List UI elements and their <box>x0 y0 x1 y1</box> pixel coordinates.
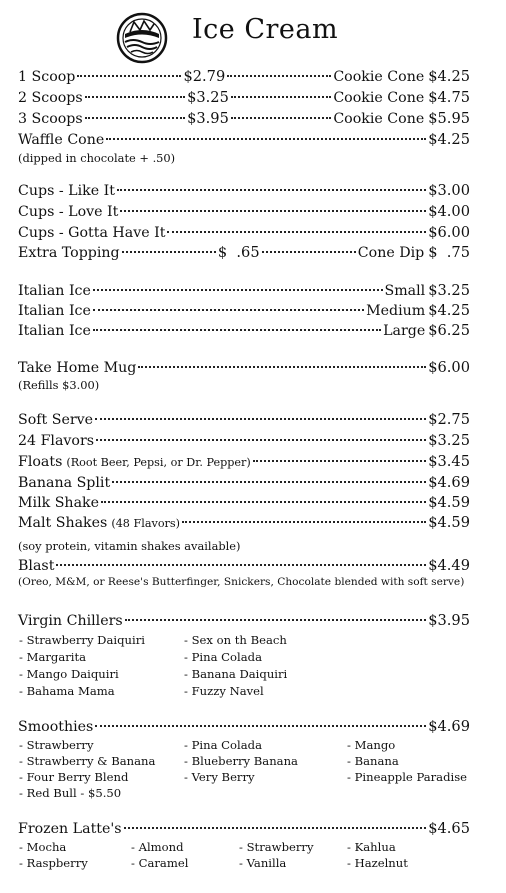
list-item: - Sex on th Beach <box>184 633 287 647</box>
item-price: $6.00 <box>428 359 470 376</box>
item-price: $4.59 <box>428 494 470 511</box>
leader-dots <box>95 418 426 420</box>
leader-dots <box>122 251 216 253</box>
leader-dots <box>138 366 426 368</box>
item-label: Cups - Gotta Have It <box>18 225 166 241</box>
menu-row-italian-large <box>18 322 470 341</box>
item-price: $3.25 <box>428 282 470 299</box>
item-price: $ .65 <box>217 244 260 261</box>
waffle-note: (dipped in chocolate + .50) <box>18 151 176 165</box>
list-item: - Red Bull - $5.50 <box>19 786 122 800</box>
leader-dots <box>95 725 426 727</box>
item-price: $3.25 <box>428 432 470 449</box>
item-price: $4.69 <box>428 474 470 491</box>
list-item: - Caramel <box>131 856 189 870</box>
item-price: $4.65 <box>428 820 470 837</box>
list-item: - Mocha <box>19 840 67 854</box>
item-label: 2 Scoops <box>18 90 83 106</box>
item-price: $4.00 <box>428 203 470 220</box>
item-label: Milk Shake <box>18 495 100 511</box>
cone-price: $5.95 <box>428 110 471 127</box>
item-label: Extra Topping <box>18 245 120 261</box>
menu-row-virgin-chillers <box>18 612 470 631</box>
item-price: $4.69 <box>428 718 470 735</box>
list-item: - Strawberry Daiquiri <box>19 633 145 647</box>
list-item: - Pina Colada <box>184 650 262 664</box>
leader-dots <box>227 75 331 77</box>
cone-label: Cookie Cone <box>333 90 425 106</box>
menu-row-smoothies <box>18 718 470 737</box>
list-item: - Four Berry Blend <box>19 770 129 784</box>
leader-dots <box>231 96 331 98</box>
item-label: Soft Serve <box>18 412 94 428</box>
item-price: $6.00 <box>428 224 470 241</box>
mug-note: (Refills $3.00) <box>18 378 100 392</box>
list-item: - Mango <box>347 738 396 752</box>
item-price: $6.25 <box>428 322 470 339</box>
item-price: $3.95 <box>428 612 470 629</box>
item-label: Floats <box>18 454 63 470</box>
item-label: Take Home Mug <box>18 360 137 376</box>
menu-row-blast <box>18 557 470 576</box>
menu-row-1-scoop <box>18 68 470 87</box>
leader-dots <box>101 501 426 503</box>
list-item: - Fuzzy Navel <box>184 684 264 698</box>
item-label: 3 Scoops <box>18 111 83 127</box>
cone-label: Cookie Cone <box>333 111 425 127</box>
size-label: Medium <box>366 303 426 319</box>
menu-row-24-flavors <box>18 432 470 451</box>
item-price: $3.25 <box>187 89 229 106</box>
item-sublabel: (Root Beer, Pepsi, or Dr. Pepper) <box>66 456 251 469</box>
leader-dots <box>182 521 426 523</box>
leader-dots <box>112 481 426 483</box>
item-label: Banana Split <box>18 475 111 491</box>
beach-sun-logo-icon <box>116 12 168 64</box>
leader-dots <box>85 96 185 98</box>
menu-row-cups-gotta <box>18 224 470 243</box>
list-item: - Blueberry Banana <box>184 754 298 768</box>
item-label: Cups - Like It <box>18 183 115 199</box>
list-item: - Margarita <box>19 650 87 664</box>
cone-dip-label: Cone Dip <box>357 245 425 261</box>
menu-row-extra-topping <box>18 244 470 263</box>
list-item: - Strawberry <box>239 840 314 854</box>
menu-row-italian-small <box>18 282 470 301</box>
cone-price: $4.25 <box>428 68 471 85</box>
item-label: Italian Ice <box>18 283 91 299</box>
leader-dots <box>93 289 383 291</box>
menu-row-cups-like <box>18 182 470 201</box>
menu-row-banana-split <box>18 474 470 493</box>
leader-dots <box>262 251 356 253</box>
menu-row-milk-shake <box>18 494 470 513</box>
list-item: - Bahama Mama <box>19 684 115 698</box>
item-price: $3.00 <box>428 182 470 199</box>
size-label: Large <box>383 323 426 339</box>
item-price: $3.45 <box>428 453 470 470</box>
item-label: Waffle Cone <box>18 132 105 148</box>
item-price: $2.75 <box>428 411 470 428</box>
leader-dots <box>93 329 381 331</box>
list-item: - Vanilla <box>239 856 287 870</box>
item-price: $4.25 <box>428 131 470 148</box>
menu-row-malt-shakes <box>18 514 470 533</box>
cone-dip-price: $ .75 <box>428 244 471 261</box>
list-item: - Almond <box>131 840 184 854</box>
leader-dots <box>77 75 181 77</box>
list-item: - Kahlua <box>347 840 396 854</box>
menu-header <box>0 0 506 66</box>
list-item: - Strawberry <box>19 738 94 752</box>
item-label: 1 Scoop <box>18 69 76 85</box>
list-item: - Very Berry <box>184 770 255 784</box>
item-label: Cups - Love It <box>18 204 119 220</box>
menu-row-frozen-latte <box>18 820 470 839</box>
menu-row-floats <box>18 453 470 472</box>
item-label: Frozen Latte's <box>18 821 122 837</box>
size-label: Small <box>384 283 426 299</box>
leader-dots <box>231 117 331 119</box>
item-label: 24 Flavors <box>18 433 95 449</box>
list-item: - Raspberry <box>19 856 88 870</box>
list-item: - Pina Colada <box>184 738 262 752</box>
item-label: Malt Shakes <box>18 515 108 531</box>
item-label: Italian Ice <box>18 323 91 339</box>
item-price: $4.49 <box>428 557 470 574</box>
leader-dots <box>106 138 426 140</box>
cone-price: $4.75 <box>428 89 471 106</box>
leader-dots <box>85 117 185 119</box>
menu-row-2-scoops <box>18 89 470 108</box>
item-price: $4.25 <box>428 302 470 319</box>
list-item: - Strawberry & Banana <box>19 754 156 768</box>
blast-note: (Oreo, M&M, or Reese's Butterfinger, Snickers, Chocolate blended with soft serve) <box>18 576 465 588</box>
list-item: - Banana Daiquiri <box>184 667 288 681</box>
leader-dots <box>124 827 427 829</box>
soy-note: (soy protein, vitamin shakes available) <box>18 539 241 553</box>
list-item: - Banana <box>347 754 399 768</box>
cone-label: Cookie Cone <box>333 69 425 85</box>
menu-row-italian-medium <box>18 302 470 321</box>
leader-dots <box>56 564 426 566</box>
item-price: $3.95 <box>187 110 229 127</box>
item-sublabel: (48 Flavors) <box>111 517 181 530</box>
leader-dots <box>117 189 426 191</box>
leader-dots <box>167 231 426 233</box>
menu-row-soft-serve <box>18 411 470 430</box>
menu-row-cups-love <box>18 203 470 222</box>
item-label: Virgin Chillers <box>18 613 123 629</box>
item-label: Smoothies <box>18 719 94 735</box>
menu-row-waffle-cone <box>18 131 470 150</box>
menu-row-3-scoops <box>18 110 470 129</box>
list-item: - Hazelnut <box>347 856 408 870</box>
leader-dots <box>125 619 427 621</box>
item-label: Blast <box>18 558 55 574</box>
leader-dots <box>253 460 426 462</box>
leader-dots <box>120 210 426 212</box>
item-price: $2.79 <box>183 68 226 85</box>
item-price: $4.59 <box>428 514 470 531</box>
page-title: Ice Cream <box>192 14 339 45</box>
item-label: Italian Ice <box>18 303 91 319</box>
leader-dots <box>93 309 364 311</box>
leader-dots <box>96 439 426 441</box>
list-item: - Pineapple Paradise <box>347 770 468 784</box>
list-item: - Mango Daiquiri <box>19 667 119 681</box>
menu-row-take-home-mug <box>18 359 470 378</box>
